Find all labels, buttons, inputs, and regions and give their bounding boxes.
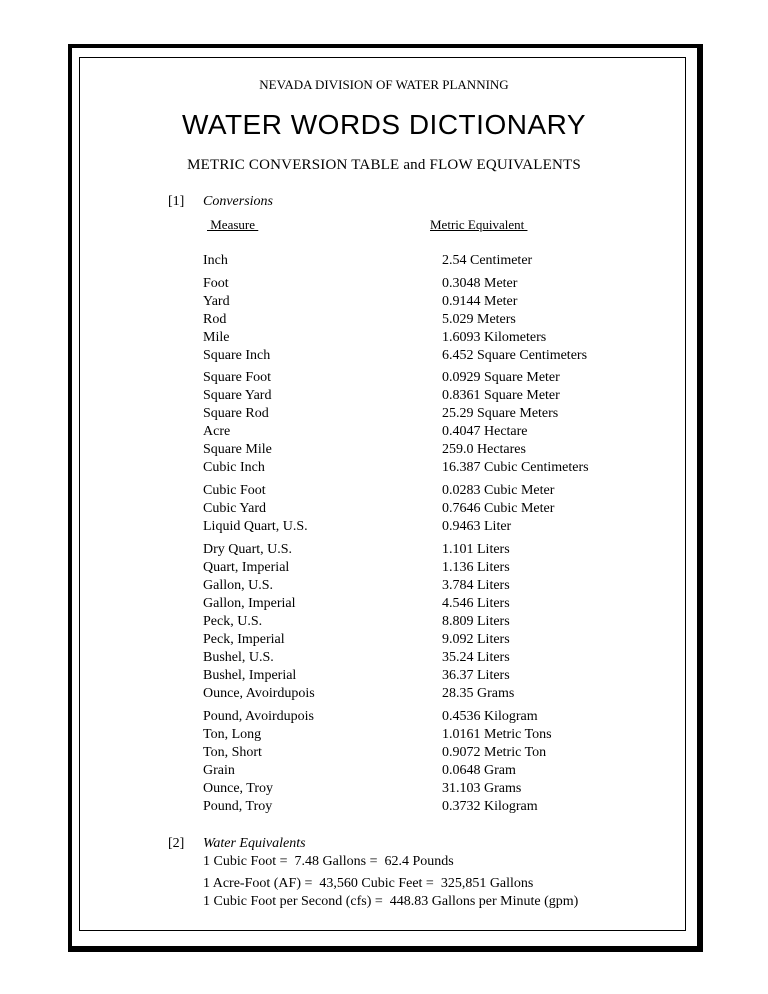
metric-cell: 0.3048 Meter [442, 276, 518, 291]
metric-cell: 2.54 Centimeter [442, 253, 533, 268]
metric-cell: 0.7646 Cubic Meter [442, 501, 555, 516]
inner-border [79, 57, 686, 931]
metric-cell: 28.35 Grams [442, 686, 515, 701]
measure-cell: Gallon, U.S. [203, 578, 273, 593]
metric-cell: 25.29 Square Meters [442, 406, 559, 421]
measure-cell: Bushel, Imperial [203, 668, 297, 683]
section-1-title: Conversions [203, 194, 273, 209]
measure-cell: Ton, Short [203, 745, 262, 760]
metric-cell: 1.0161 Metric Tons [442, 727, 552, 742]
metric-cell: 0.3732 Kilogram [442, 799, 538, 814]
equivalent-line-1: 1 Cubic Foot = 7.48 Gallons = 62.4 Pounds [203, 854, 454, 869]
measure-cell: Ounce, Troy [203, 781, 274, 796]
metric-cell: 259.0 Hectares [442, 442, 526, 457]
metric-cell: 0.9072 Metric Ton [442, 745, 547, 760]
measure-cell: Square Foot [203, 370, 272, 385]
measure-cell: Acre [203, 424, 231, 439]
measure-cell: Mile [203, 330, 230, 345]
measure-cell: Square Rod [203, 406, 269, 421]
measure-cell: Grain [203, 763, 235, 778]
column-header-measure: Measure [207, 217, 259, 232]
metric-cell: 1.6093 Kilometers [442, 330, 547, 345]
equivalent-line-3: 1 Cubic Foot per Second (cfs) = 448.83 Gallons per Minute (gpm) [203, 894, 579, 909]
measure-cell: Ton, Long [203, 727, 262, 742]
metric-cell: 0.4536 Kilogram [442, 709, 538, 724]
metric-cell: 4.546 Liters [442, 596, 510, 611]
section-2-number: [2] [168, 836, 185, 851]
metric-cell: 8.809 Liters [442, 614, 510, 629]
page-subtitle: METRIC CONVERSION TABLE and FLOW EQUIVALENTS [187, 157, 581, 173]
measure-cell: Dry Quart, U.S. [203, 542, 293, 557]
measure-cell: Rod [203, 312, 227, 327]
metric-cell: 6.452 Square Centimeters [442, 348, 588, 363]
measure-cell: Pound, Troy [203, 799, 273, 814]
metric-cell: 0.4047 Hectare [442, 424, 528, 439]
measure-cell: Bushel, U.S. [203, 650, 274, 665]
measure-cell: Square Mile [203, 442, 272, 457]
measure-cell: Gallon, Imperial [203, 596, 296, 611]
metric-cell: 1.101 Liters [442, 542, 510, 557]
measure-cell: Cubic Inch [203, 460, 265, 475]
metric-cell: 5.029 Meters [442, 312, 516, 327]
measure-cell: Square Inch [203, 348, 271, 363]
metric-cell: 0.0283 Cubic Meter [442, 483, 555, 498]
metric-cell: 9.092 Liters [442, 632, 510, 647]
column-header-metric: Metric Equivalent [430, 217, 528, 232]
measure-cell: Inch [203, 253, 228, 268]
metric-cell: 1.136 Liters [442, 560, 510, 575]
measure-cell: Pound, Avoirdupois [203, 709, 314, 724]
metric-cell: 35.24 Liters [442, 650, 510, 665]
metric-cell: 0.0929 Square Meter [442, 370, 560, 385]
measure-cell: Yard [203, 294, 230, 309]
agency-header: NEVADA DIVISION OF WATER PLANNING [259, 77, 509, 92]
metric-cell: 0.0648 Gram [442, 763, 516, 778]
metric-cell: 3.784 Liters [442, 578, 510, 593]
metric-cell: 0.8361 Square Meter [442, 388, 560, 403]
page-title: WATER WORDS DICTIONARY [181, 109, 587, 140]
measure-cell: Square Yard [203, 388, 272, 403]
measure-cell: Foot [203, 276, 229, 291]
section-2-title: Water Equivalents [203, 836, 306, 851]
measure-cell: Peck, Imperial [203, 632, 285, 647]
metric-cell: 31.103 Grams [442, 781, 522, 796]
section-1-number: [1] [168, 194, 185, 209]
metric-cell: 0.9144 Meter [442, 294, 518, 309]
measure-cell: Ounce, Avoirdupois [203, 686, 315, 701]
metric-cell: 16.387 Cubic Centimeters [442, 460, 589, 475]
measure-cell: Liquid Quart, U.S. [203, 519, 308, 534]
metric-cell: 36.37 Liters [442, 668, 510, 683]
metric-cell: 0.9463 Liter [442, 519, 512, 534]
measure-cell: Cubic Foot [203, 483, 266, 498]
measure-cell: Cubic Yard [203, 501, 267, 516]
measure-cell: Peck, U.S. [203, 614, 263, 629]
equivalent-line-2: 1 Acre-Foot (AF) = 43,560 Cubic Feet = 325,851 Gallons [203, 876, 534, 891]
measure-cell: Quart, Imperial [203, 560, 290, 575]
